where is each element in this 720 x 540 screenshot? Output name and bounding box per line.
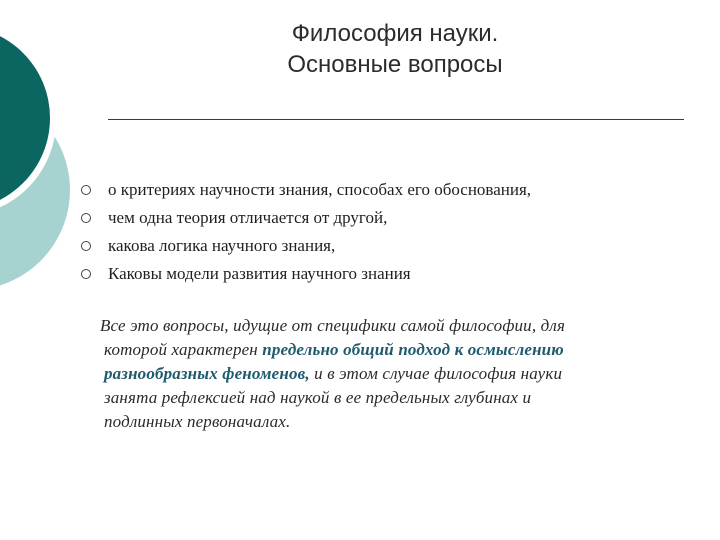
list-item: какова логика научного знания, bbox=[78, 232, 698, 260]
paragraph-line: Все это вопросы, идущие от специфики самой философии, для bbox=[100, 316, 566, 335]
title-divider bbox=[108, 119, 684, 120]
circle-bullet-icon bbox=[81, 269, 91, 279]
paragraph-line: которой характерен предельно общий подход к осмыслению bbox=[104, 340, 564, 359]
title-line-2: Основные вопросы bbox=[287, 51, 503, 78]
slide-title bbox=[200, 18, 590, 80]
list-item: о критериях научности знания, способах его обоснования, bbox=[78, 176, 698, 204]
paragraph-line: подлинных первоначалах. bbox=[104, 412, 291, 431]
title-line-1: Философия науки. bbox=[291, 20, 499, 47]
list-item: Каковы модели развития научного знания bbox=[78, 260, 698, 288]
summary-paragraph bbox=[100, 314, 690, 434]
list-item: чем одна теория отличается от другой, bbox=[78, 204, 698, 232]
circle-bullet-icon bbox=[81, 213, 91, 223]
circle-bullet-icon bbox=[81, 241, 91, 251]
paragraph-line: разнообразных феноменов, и в этом случае философия науки bbox=[104, 364, 563, 383]
question-list bbox=[78, 176, 698, 288]
highlight-text: предельно общий подход к осмыслению bbox=[262, 340, 564, 359]
highlight-text: разнообразных феноменов, bbox=[104, 364, 310, 383]
paragraph-line: занята рефлексией над наукой в ее предельных глубинах и bbox=[104, 388, 532, 407]
circle-bullet-icon bbox=[81, 185, 91, 195]
